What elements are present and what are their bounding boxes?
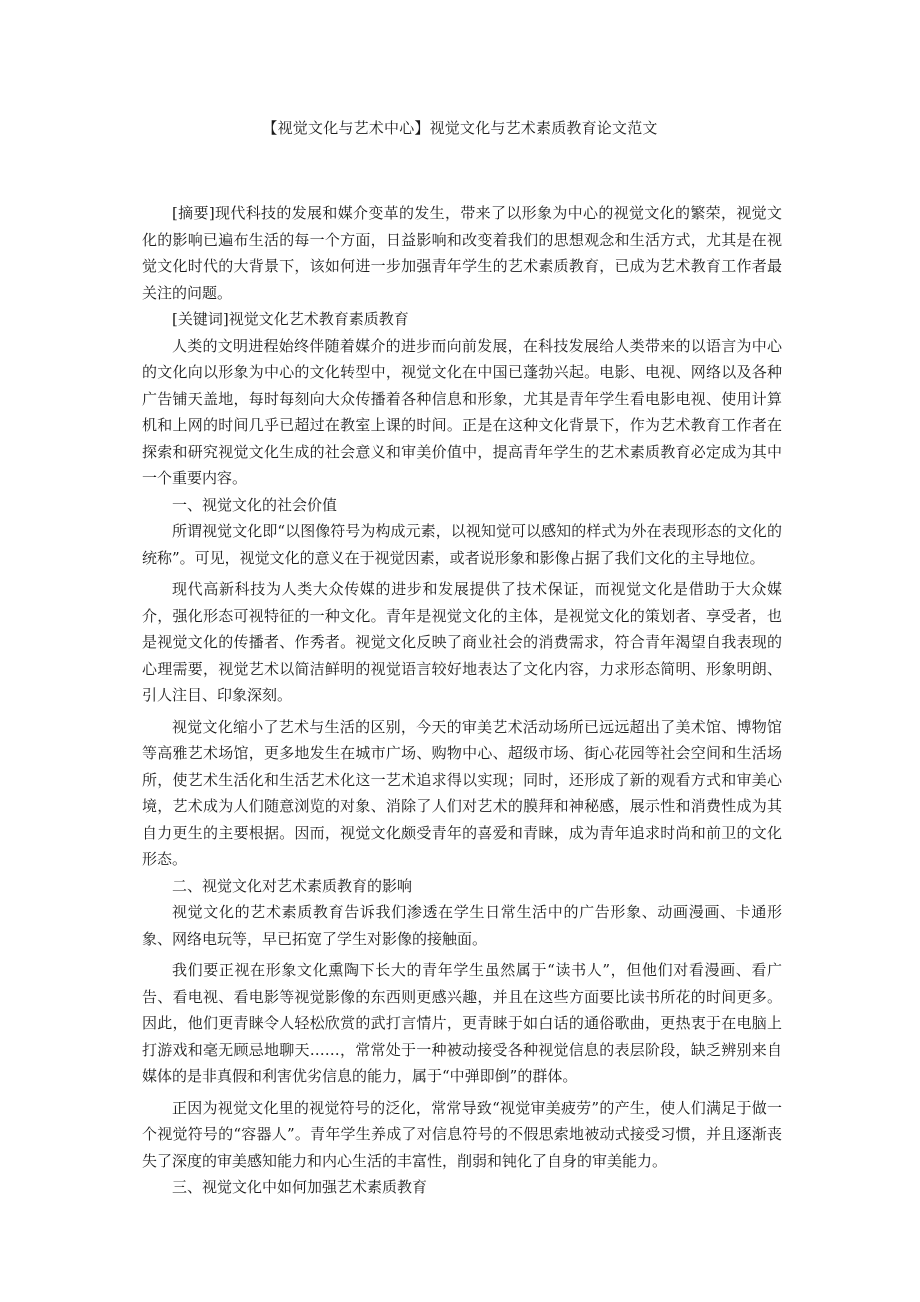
keywords-paragraph: [关键词]视觉文化艺术教育素质教育 <box>172 310 409 328</box>
section-heading-3: 三、视觉文化中如何加强艺术素质教育 <box>172 1178 428 1196</box>
body-paragraph: 视觉文化缩小了艺术与生活的区别，今天的审美艺术活动场所已远远超出了美术馆、博物馆等高雅艺术场馆，更多地发生在城市广场、购物中心、超级市场、街心花园等社会空间和生活场所，使艺术生活化和生活艺术化这一艺术追求得以实现；同时，还形成了新的观看方式和审美心境，艺术成为人们随意浏览的对象、消除了人们对艺术的膜拜和神秘感，展示性和消费性成为其自力更生的主要根据。因而，视觉文化颇受青年的喜爱和青睐，成为青年追求时尚和前卫的文化形态。 <box>142 717 782 868</box>
body-paragraph: 正因为视觉文化里的视觉符号的泛化，常常导致“视觉审美疲劳”的产生，使人们满足于做一个视觉符号的“容器人”。青年学生养成了对信息符号的不假思索地被动式接受习惯，并且逐渐丧失了深度的审美感知能力和内心生活的丰富性，削弱和钝化了自身的审美能力。 <box>142 1098 782 1170</box>
body-paragraph: 所谓视觉文化即“以图像符号为构成元素，以视知觉可以感知的样式为外在表现形态的文化的统称”。可见，视觉文化的意义在于视觉因素，或者说形象和影像占据了我们文化的主导地位。 <box>142 522 782 567</box>
body-paragraph: 我们要正视在形象文化熏陶下长大的青年学生虽然属于“读书人”，但他们对看漫画、看广告、看电视、看电影等视觉影像的东西则更感兴趣，并且在这些方面要比读书所花的时间更多。因此，他们更青睐令人轻松欣赏的武打言情片，更青睐于如白话的通俗歌曲，更热衷于在电脑上打游戏和毫无顾忌地聊天……，常常处于一种被动接受各种视觉信息的表层阶段，缺乏辨别来自媒体的是非真假和利害优劣信息的能力，属于“中弹即倒”的群体。 <box>142 961 782 1085</box>
abstract-paragraph: [摘要]现代科技的发展和媒介变革的发生，带来了以形象为中心的视觉文化的繁荣，视觉文化的影响已遍布生活的每一个方面，日益影响和改变着我们的思想观念和生活方式，尤其是在视觉文化时代的大背景下，该如何进一步加强青年学生的艺术素质教育，已成为艺术教育工作者最关注的问题。 <box>142 204 782 302</box>
body-paragraph: 视觉文化的艺术素质教育告诉我们渗透在学生日常生活中的广告形象、动画漫画、卡通形象、网络电玩等，早已拓宽了学生对影像的接触面。 <box>142 903 782 948</box>
body-paragraph: 现代高新科技为人类大众传媒的进步和发展提供了技术保证，而视觉文化是借助于大众媒介，强化形态可视特征的一种文化。青年是视觉文化的主体，是视觉文化的策划者、享受者，也是视觉文化的传播者、作秀者。视觉文化反映了商业社会的消费需求，符合青年渴望自我表现的心理需要，视觉艺术以简洁鲜明的视觉语言较好地表达了文化内容，力求形态简明、形象明朗、引人注目、印象深刻。 <box>142 580 782 704</box>
document-title: 【视觉文化与艺术中心】视觉文化与艺术素质教育论文范文 <box>262 119 658 137</box>
section-heading-2: 二、视觉文化对艺术素质教育的影响 <box>172 876 413 895</box>
section-heading-1: 一、视觉文化的社会价值 <box>172 495 338 514</box>
intro-paragraph: 人类的文明进程始终伴随着媒介的进步而向前发展，在科技发展给人类带来的以语言为中心的文化向以形象为中心的文化转型中，视觉文化在中国已蓬勃兴起。电影、电视、网络以及各种广告铺天盖地，每时每刻向大众传播着各种信息和形象，尤其是青年学生看电影电视、使用计算机和上网的时间几乎已超过在教室上课的时间。正是在这种文化背景下，作为艺术教育工作者在探索和研究视觉文化生成的社会意义和审美价值中，提高青年学生的艺术素质教育必定成为其中一个重要内容。 <box>142 336 782 487</box>
document-body <box>142 200 782 1201</box>
